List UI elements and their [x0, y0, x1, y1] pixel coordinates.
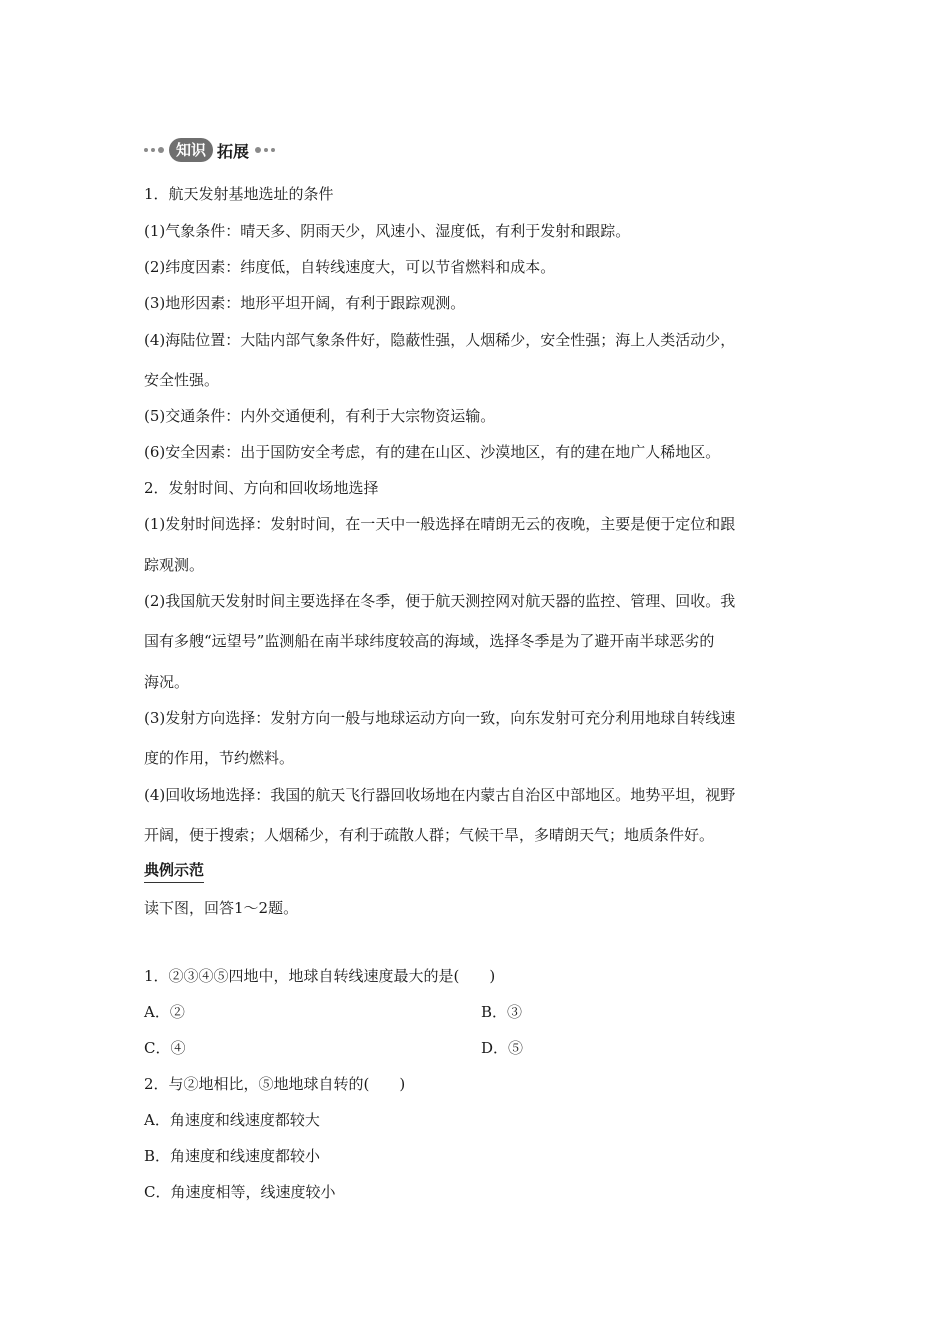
question-2-stem: 2．与②地相比，⑤地地球自转的( ): [144, 1075, 406, 1093]
example-heading: 典例示范: [144, 860, 204, 883]
paragraph-line: (5)交通条件：内外交通便利，有利于大宗物资运输。: [144, 407, 496, 425]
paragraph-line: (3)发射方向选择：发射方向一般与地球运动方向一致，向东发射可充分利用地球自转线速: [144, 709, 736, 727]
paragraph-line: (4)回收场地选择：我国的航天飞行器回收场地在内蒙古自治区中部地区。地势平坦，视野: [144, 786, 736, 804]
question-1-option-c: C．④: [144, 1039, 186, 1057]
paragraph-line: 海况。: [144, 673, 190, 691]
knowledge-expansion-badge: [144, 136, 275, 164]
paragraph-line: (6)安全因素：出于国防安全考虑，有的建在山区、沙漠地区，有的建在地广人稀地区。: [144, 443, 721, 461]
badge-dots-right: [255, 147, 275, 153]
question-1-stem: 1．②③④⑤四地中，地球自转线速度最大的是( ): [144, 967, 496, 985]
paragraph-line: (1)发射时间选择：发射时间，在一天中一般选择在晴朗无云的夜晚，主要是便于定位和跟: [144, 515, 736, 533]
badge-word: 拓展: [217, 141, 250, 161]
paragraph-line: 国有多艘“远望号”监测船在南半球纬度较高的海域，选择冬季是为了避开南半球恶劣的: [144, 632, 715, 650]
question-2-option-c: C．角速度相等，线速度较小: [144, 1183, 336, 1201]
question-2-option-b: B．角速度和线速度都较小: [144, 1147, 321, 1165]
paragraph-line: 度的作用，节约燃料。: [144, 749, 295, 767]
paragraph-line: 踪观测。: [144, 556, 205, 574]
question-1-option-a: A．②: [144, 1003, 185, 1021]
paragraph-line: (3)地形因素：地形平坦开阔，有利于跟踪观测。: [144, 294, 466, 312]
example-intro: 读下图，回答1～2题。: [144, 899, 299, 917]
section-heading-1: 1．航天发射基地选址的条件: [144, 185, 334, 203]
paragraph-line: 开阔，便于搜索；人烟稀少，有利于疏散人群；气候干旱，多晴朗天气；地质条件好。: [144, 826, 715, 844]
question-1-option-d: D．⑤: [481, 1039, 524, 1057]
paragraph-line: (2)我国航天发射时间主要选择在冬季，便于航天测控网对航天器的监控、管理、回收。我: [144, 592, 736, 610]
question-1-option-b: B．③: [481, 1003, 523, 1021]
paragraph-line: (1)气象条件：晴天多、阴雨天少，风速小、湿度低，有利于发射和跟踪。: [144, 222, 631, 240]
question-2-option-a: A．角速度和线速度都较大: [144, 1111, 320, 1129]
badge-pill: 知识: [169, 138, 213, 162]
paragraph-line: 安全性强。: [144, 371, 220, 389]
paragraph-line: (4)海陆位置：大陆内部气象条件好，隐蔽性强，人烟稀少，安全性强；海上人类活动少，: [144, 331, 736, 349]
paragraph-line: (2)纬度因素：纬度低，自转线速度大，可以节省燃料和成本。: [144, 258, 556, 276]
section-heading-2: 2．发射时间、方向和回收场地选择: [144, 479, 379, 497]
badge-dots-left: [144, 147, 164, 153]
